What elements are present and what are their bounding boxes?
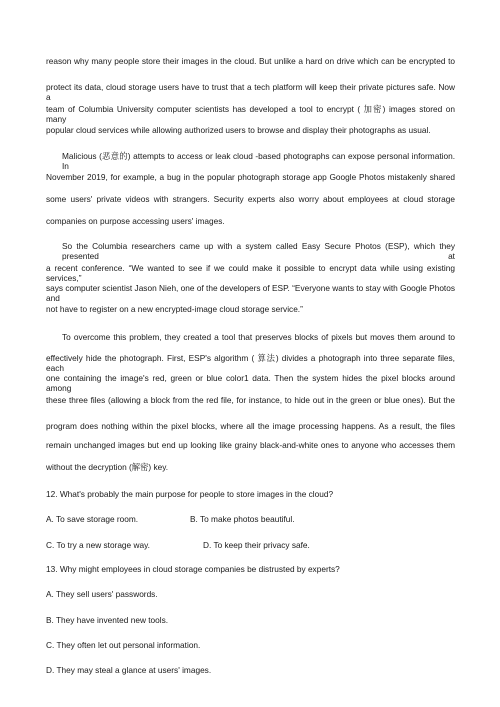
passage-line: one containing the image's red, green or blue color1 data. Then the system hides the pixel blocks around among <box>46 373 455 393</box>
passage-line: So the Columbia researchers came up with a system called Easy Secure Photos (ESP), which they presented at <box>62 241 455 261</box>
passage-line: not have to register on a new encrypted-image cloud storage service.” <box>46 304 303 314</box>
question-stem: 13. Why might employees in cloud storage companies be distrusted by experts? <box>46 564 340 574</box>
passage-line: program does nothing within the pixel blocks, where all the image processing happens. As a result, the files <box>46 421 455 431</box>
passage-line: effectively hide the photograph. First, ESP's algorithm ( 算法) divides a photograph into three separate files, each <box>46 353 455 373</box>
answer-option: B. To make photos beautiful. <box>190 514 295 524</box>
answer-option: A. To save storage room. <box>46 514 139 524</box>
passage-line: some users' private videos with strangers. Security experts also worry about employees at cloud storage <box>46 194 455 204</box>
passage-line: a recent conference. “We wanted to see if we could make it possible to encrypt data while using existing services,” <box>46 263 455 283</box>
answer-option: C. They often let out personal information. <box>46 640 201 650</box>
passage-line: Malicious (恶意的) attempts to access or leak cloud -based photographs can expose personal information. In <box>62 151 455 171</box>
answer-option: D. They may steal a glance at users' images. <box>46 665 212 675</box>
passage-line: November 2019, for example, a bug in the popular photograph storage app Google Photos mistakenly shared <box>46 172 455 182</box>
passage-line: To overcome this problem, they created a tool that preserves blocks of pixels but moves them around to <box>62 332 455 342</box>
passage-line: says computer scientist Jason Nieh, one of the developers of ESP. “Everyone wants to stay with Google Photos and <box>46 283 455 303</box>
passage-line: remain unchanged images but end up looking like grainy black-and-white ones to anyone who accesses them <box>46 440 455 450</box>
answer-option: C. To try a new storage way. <box>46 540 150 550</box>
passage-line: reason why many people store their images in the cloud. But unlike a hard on drive which can be encrypted to <box>46 56 455 66</box>
passage-line: companies on purpose accessing users' images. <box>46 216 225 226</box>
passage-line: protect its data, cloud storage users have to trust that a tech platform will keep their private pictures safe. Now a <box>46 82 455 102</box>
question-stem: 12. What's probably the main purpose for people to store images in the cloud? <box>46 489 334 499</box>
passage-line: team of Columbia University computer scientists has developed a tool to encrypt ( 加密) images stored on many <box>46 104 455 124</box>
passage-line: these three files (allowing a block from the red file, for instance, to hide out in the green or blue ones). But the <box>46 395 455 405</box>
passage-line: without the decryption (解密) key. <box>46 462 169 472</box>
answer-option: A. They sell users' passwords. <box>46 589 158 599</box>
answer-option: D. To keep their privacy safe. <box>203 540 310 550</box>
passage-line: popular cloud services while allowing authorized users to browse and display their photographs as usual. <box>46 125 431 135</box>
answer-option: B. They have invented new tools. <box>46 615 169 625</box>
